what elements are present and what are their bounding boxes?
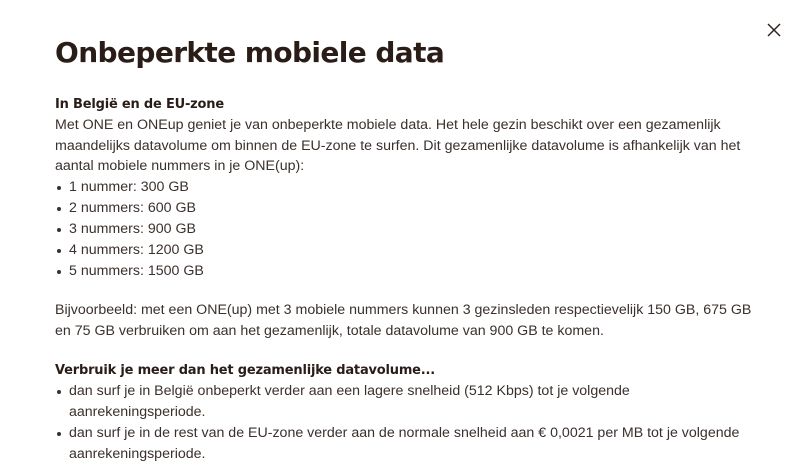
section-overuse [55, 360, 755, 465]
dialog-title: Onbeperkte mobiele data [55, 36, 445, 69]
list-item: 3 nummers: 900 GB [55, 219, 755, 240]
section-eu [55, 94, 755, 282]
list-item: dan surf je in België onbeperkt verder aan een lagere snelheid (512 Kbps) tot je volgende aanrekeningsperiode. [55, 381, 755, 423]
list-item: dan surf je in de rest van de EU-zone verder aan de normale snelheid aan € 0,0021 per MB tot je volgende aanrekeningsperiode. [55, 423, 755, 465]
list-item: 1 nummer: 300 GB [55, 177, 755, 198]
close-icon [765, 21, 783, 39]
list-item: 2 nummers: 600 GB [55, 198, 755, 219]
list-item: 4 nummers: 1200 GB [55, 240, 755, 261]
example-section [55, 300, 755, 341]
example-paragraph: Bijvoorbeeld: met een ONE(up) met 3 mobiele nummers kunnen 3 gezinsleden respectievelijk 150 GB, 675 GB en 75 GB verbruiken om aan het gezamenlijk, totale datavolume van 900 GB te komen. [55, 302, 752, 339]
data-volume-list [55, 177, 755, 282]
section-eu-heading: In België en de EU-zone [55, 97, 224, 112]
list-item: 5 nummers: 1500 GB [55, 261, 755, 282]
section-eu-paragraph: Met ONE en ONEup geniet je van onbeperkte mobiele data. Het hele gezin beschikt over een gezamenlijk maandelijks datavolume om binnen de EU-zone te surfen. Dit gezamenlijke datavolume is afhankelijk van het aantal mobiele nummers in je ONE(up): [55, 117, 741, 175]
close-button[interactable] [765, 21, 783, 39]
section-overuse-heading: Verbruik je meer dan het gezamenlijke datavolume... [55, 363, 436, 378]
overuse-list [55, 381, 755, 465]
